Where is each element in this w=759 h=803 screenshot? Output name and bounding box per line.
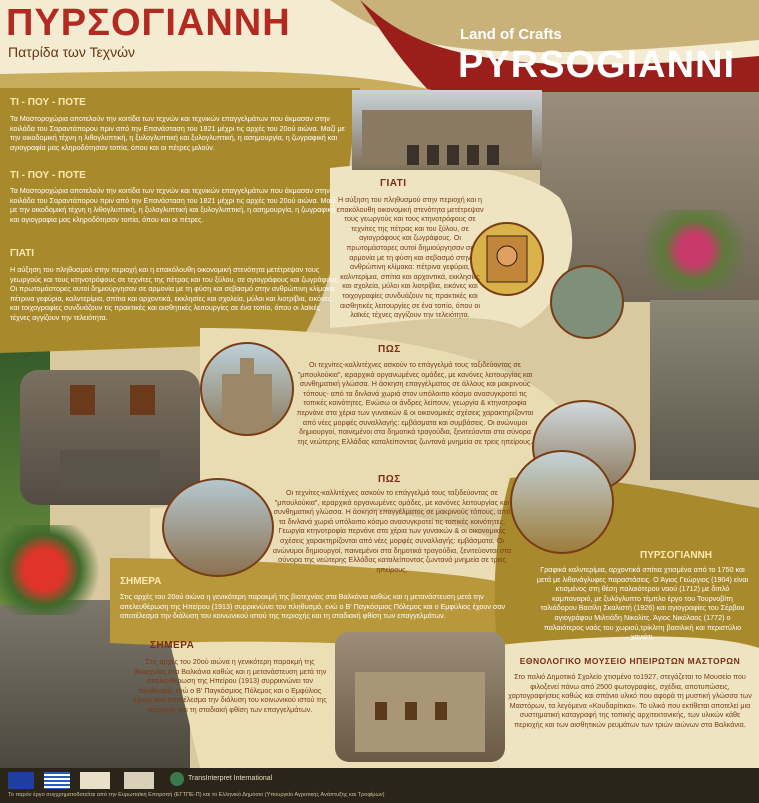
text-ti-pou-pote-2: Τα Μαστοροχώρια αποτελούν την κοιτίδα των τεχνών και τεχνικών επαγγελμάτων που άκμασαν στην κοιλάδα του Σαραντάπορου πριν από την Επανάσταση του 1821 μέχρι τις αρχές του 20ού αιώνα. Μαζί με την οικοδομική τέχνη η λιθογλυπτική, η ξυλογλυπτική και ξυλογλυπτική, η ασημουργία, η ζωγραφική και αγιογραφία μας κληροδότησαν τοπία, όπου και οι πέτρες.: [10, 186, 336, 224]
tagline-english: Land of Crafts: [460, 26, 562, 43]
text-pyrsogianni: Γραφικά καλντερίμια, αρχοντικά σπίτια χτισμένα από το 1750 και μετά με λιθανάγλυφες παραστάσεις. Ο Άγιος Γεώργιος (1904) είναι κτισμένος στη θέση παλαιότερου ναού (1712) με διπλό καμπαναριό, με ξυλόγλυπτο τέμπλο έργο του Τουρνοβίτη ταλιάδορου Βασίλη Σκαλιστή (1926) και αγιογραφίες του Σέρβου αγιογράφου Μιλτιάδη Νικολίτς. Άγιος Νικόλαος (1772) ο παλαιότερος ναός του χωριού,τρίκλιτη βασιλική και περιστύλιο χαγιάτι.: [536, 565, 749, 642]
heading-pos-1: ΠΩΣ: [378, 344, 401, 355]
text-giati-1: Η αύξηση του πληθυσμού στην περιοχή και η επακόλουθη οικονομική στενότητα μετέτρεψαν τους γεωργούς και τους κτηνοτρόφους σε τεχνίτες της πέτρας και του ξύλου, σε αγιογράφους και ζωγράφους. Οι πρωτομάστορες αυτοί δημιούργησαν σε αρμονία με τη φύση και σεβασμό στην ανθρώπινη κλίμακα: πέτρινα γεφύρια, καλντερίμια, σπίτια και αρχοντικά, εκκλησίες και σχολεία, μύλοι και λιοτρίβια, εικόνες και τοιχογραφίες συνδυάζουν τις πρακτικές και αισθητικές λειτουργίες σε ένα τοπίο, όπου οι λαϊκές τέχνες αγγίζουν την τελειότητα.: [10, 265, 340, 322]
ministry-logo-icon: [80, 772, 110, 789]
flowers-photo: [630, 210, 759, 290]
heading-simera-1: ΣΗΜΕΡΑ: [120, 576, 162, 587]
bell-tower-photo: [510, 450, 614, 554]
transinterpret-logo-icon: [170, 772, 184, 786]
heading-ti-pou-pote-1: ΤΙ - ΠΟΥ - ΠΟΤΕ: [10, 97, 86, 108]
old-photo-workers: [550, 265, 624, 339]
text-pos-2: Οι τεχνίτες-καλλιτέχνες ασκούν το επάγγελμά τους ταξιδεύοντας σε "μπουλούκια", ιεραρχικά οργανωμένες ομάδες, με κανόνες λειτουργίας και συνθηματική γλώσσα. Η άσκηση επαγγέλματος σε μακρινούς τόπους, από τα δινλανά χωριά υπόλοιπο κόσμο ανασυγκροτεί τις τοπικές κοινότητες. Γεωργία κτηνοτροφία περνάνε στα χέρια των γυναικών & οι οικονομικές σχέσεις χαρακτηρίζονται από νέες μορφές συναλλαγής: εμβάσματα. Οι ανώνυμοι δημιουργοί, παινεμένοι στα δημοτικά τραγούδια, ξενιτεύονται στα σύνορα της νεώτερης Ελλάδας καταλείποντας ζωντανά μνημεία σε τρεις ηπείρους.: [272, 488, 512, 574]
text-giati-2: Η αύξηση του πληθυσμού στην περιοχή και η επακόλουθη οικονομική στενότητα μετέτρεψαν τους γεωργούς και τους κτηνοτρόφους σε τεχνίτες της πέτρας και του ξύλου, σε αγιογράφους και ζωγράφους. Οι πρωτομάστορες αυτοί δημιούργησαν σε αρμονία με τη φύση και σεβασμό στην ανθρώπινη κλίμακα: πέτρινα γεφύρια, καλντερίμια, σπίτια και αρχοντικά, εκκλησίες και σχολεία, μύλοι και λιοτρίβια, εικόνες και τοιχογραφίες συνδυάζουν τις πρακτικές και αισθητικές λειτουργίες σε ένα τοπίο, όπου οι λαϊκές τέχνες αγγίζουν την τελειότητα.: [336, 195, 484, 320]
heading-simera-2: ΣΗΜΕΡΑ: [150, 640, 195, 651]
heading-ti-pou-pote-2: ΤΙ - ΠΟΥ - ΠΟΤΕ: [10, 170, 86, 181]
church-photo: [200, 342, 294, 436]
text-simera-1: Στις αρχές του 20ού αιώνα η γενικότερη παρακμή της βιοτεχνίας στα Βαλκάνια καθώς και η μετανάστευση μετά την απελευθέρωση της Ηπείρου (1913) συρρικνώνει τον πληθυσμό, ενώ ο Β' Παγκόσμιος Πόλεμος και ο Εμφύλιος έχουν σαν αποτέλεσμα την διάλυση του κοινωνικού ιστού της περιοχής και τη σταδιακή φθίση των επαγγελμάτων.: [120, 592, 506, 621]
arcade-building-photo: [352, 90, 542, 170]
heading-pos-2: ΠΩΣ: [378, 474, 401, 485]
title-english: PYRSOGIANNI: [458, 44, 736, 86]
text-simera-2: Στις αρχές του 20ού αιώνα η γενικότερη παρακμή της βιοτεχνίας στα Βαλκάνια καθώς και η μετανάστευση μετά την απελευθέρωση της Ηπείρου (1913) συρρικνώνει τον πληθυσμό, ενώ ο Β' Παγκόσμιος Πόλεμος και ο Εμφύλιος έχουν σαν αποτέλεσμα την διάλυση του κοινωνικού ιστού της περιοχής και τη σταδιακή φθίση των επαγγελμάτων.: [133, 657, 327, 714]
heading-giati-1: ΓΙΑΤΙ: [10, 248, 35, 259]
text-museum: Στο παλιό Δημοτικό Σχολείο χτισμένο το1927, στεγάζεται το Μουσείο που φιλοξενεί πάνω από 2500 φωτογραφίες, σχέδια, αποτυπώσεις, χαρτογραφήσεις καθώς και σπάνιο υλικό που αφορά τη μυστική γλώσσα των Μαστόρων, τα λεγόμενα «Κουδαρίτικα». Το υλικό που εκτίθεται αποτελεί μια συστηματική καταγραφή της τοπικής αρχιτεκτονικής, των υλικών κάθε περιοχής και των αισθητικών ρευμάτων των τριών αιώνων στα Βαλκάνια.: [508, 672, 752, 729]
text-ti-pou-pote-1: Τα Μαστοροχώρια αποτελούν την κοιτίδα των τεχνών και τεχνικών επαγγελμάτων που άκμασαν στην κοιλάδα του Σαραντάπορου πριν από την Επανάσταση του 1821 μέχρι τις αρχές του 20ού αιώνα. Μαζί με την οικοδομική τέχνη η λιθογλυπτική, η ξυλογλυπτική και ξυλογλυπτική, η ασημουργία, η ζωγραφική και αγιογραφία μας κληροδότησαν τοπία, όπου και οι πέτρες μιλούν.: [10, 114, 345, 152]
footer: [0, 768, 759, 803]
header: [0, 0, 759, 92]
geraniums-photo: [0, 525, 110, 615]
greek-flag-icon: [44, 772, 70, 789]
program-logo-icon: [124, 772, 154, 789]
heading-giati-2: ΓΙΑΤΙ: [380, 178, 407, 189]
heading-pyrsogianni: ΠΥΡΣΟΓΙΑΝΝΗ: [640, 550, 713, 561]
mansion-photo: [335, 632, 505, 762]
heading-museum: ΕΘΝΟΛΟΓΙΚΟ ΜΟΥΣΕΙΟ ΗΠΕΙΡΩΤΩΝ ΜΑΣΤΟΡΩΝ: [519, 656, 741, 666]
footer-org: TransInterpret International: [188, 775, 273, 782]
footer-note: Το παρόν έργο συγχρηματοδοτείται από την Ευρωπαϊκή Επιτροπή (ΕΓΤΠΕ-Π) και το Ελληνικό Δημόσιο (Υπουργείο Αγροτικής Ανάπτυξης και Τροφίμων): [8, 792, 385, 798]
subtitle-greek: Πατρίδα των Τεχνών: [8, 44, 136, 60]
stone-house-photo: [20, 370, 200, 505]
text-pos-1: Οι τεχνίτες-καλλιτέχνες ασκούν το επάγγελμά τους ταξιδεύοντας σε "μπουλούκια", ιεραρχικά οργανωμένες ομάδες, με κανόνες λειτουργίας και συνθηματική γλώσσα. Η άσκηση επαγγέλματος σε άλλους και μακρινούς τόπους- από τα δινλανά χωριά στον υπόλοιπο κόσμο ανασυγκροτεί τις τοπικές κοινότητες. Ενώσω οι άνδρες λείπουν, γεωργία & κτηνοτροφία περνάνε στα χέρια των γυναικών & οι οικονομικές σχέσεις χαρακτηρίζονται από νέες μορφές συναλλαγής: εμβάσματα και συμβάσεις. Οι ανώνυμοι δημιουργοί, παινεμένοι στα δημοτικά τραγούδια, ξενιτεύονται στα σύνορα της νεώτερης Ελλάδας καταλείποντας ζωντανά μνημεία σε τρεις ηπείρους.: [296, 360, 534, 446]
title-greek: ΠΥΡΣΟΓΙΑΝΝΗ: [6, 2, 291, 44]
monastery-photo: [162, 478, 274, 577]
eu-flag-icon: [8, 772, 34, 789]
